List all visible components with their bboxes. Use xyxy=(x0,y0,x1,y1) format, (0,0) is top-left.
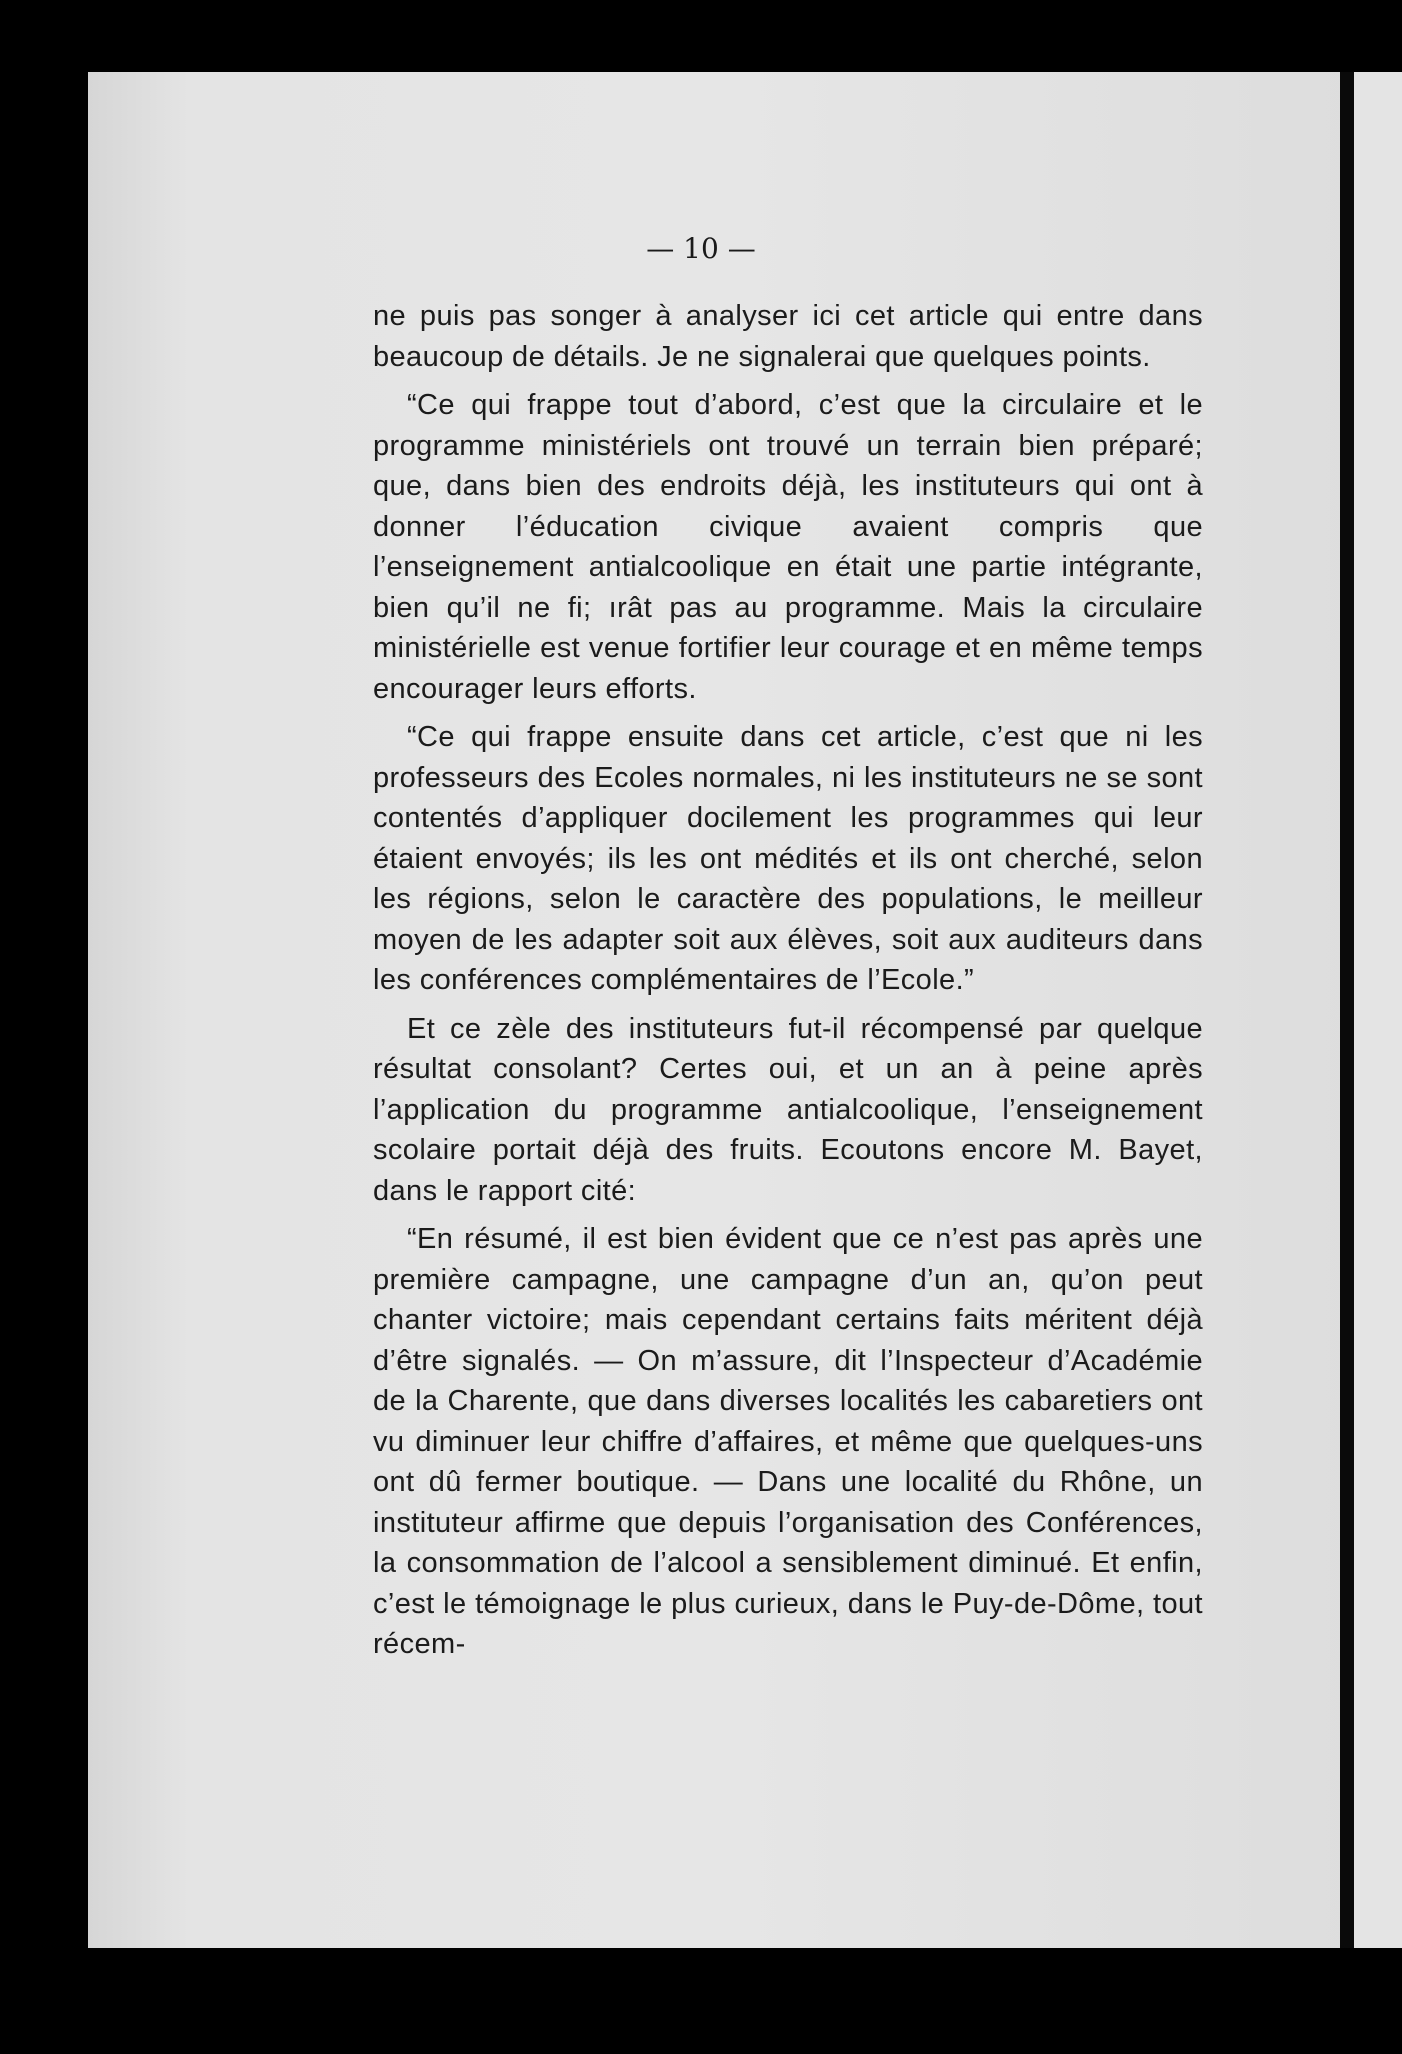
page-gutter-shadow xyxy=(1340,72,1354,1948)
paragraph: “Ce qui frappe ensuite dans cet article, c’est que ni les professeurs des Ecoles normales, ni les instituteurs ne se sont contentés d’appliquer docilement les programmes qui leur étaient envoyés; ils les ont médités et ils ont cherché, selon les régions, selon le caractère des populations, le meilleur moyen de les adapter soit aux élèves, soit aux auditeurs dans les conférences complémentaires de l’Ecole.” xyxy=(373,721,1203,996)
adjacent-page-edge xyxy=(1354,72,1402,1948)
scan-bottom-border xyxy=(88,1948,1360,2054)
body-text xyxy=(373,296,1203,1665)
paragraph: “Ce qui frappe tout d’abord, c’est que la circulaire et le programme ministériels ont trouvé un terrain bien préparé; que, dans bien des endroits déjà, les instituteurs qui ont à donner l’éducation civique avaient compris que l’enseignement antialcoolique en était une partie intégrante, bien qu’il ne fi; ırât pas au programme. Mais la circulaire ministérielle est venue fortifier leur courage et en même temps encourager leurs efforts. xyxy=(373,389,1203,705)
paragraph: “En résumé, il est bien évident que ce n’est pas après une première campagne, une campagne d’un an, qu’on peut chanter victoire; mais cependant certains faits méritent déjà d’être signalés. — On m’assure, dit l’Inspecteur d’Académie de la Charente, que dans diverses localités les cabaretiers ont vu diminuer leur chiffre d’affaires, et même que quelques-uns ont dû fermer boutique. — Dans une localité du Rhône, un instituteur affirme que depuis l’organisation des Conférences, la consommation de l’alcool a sensiblement diminué. Et enfin, c’est le témoignage le plus curieux, dans le Puy-de-Dôme, tout récem- xyxy=(373,1223,1203,1660)
paragraph: Et ce zèle des instituteurs fut-il récompensé par quelque résultat consolant? Certes oui, et un an à peine après l’application du programme antialcoolique, l’enseignement scolaire portait déjà des fruits. Ecoutons encore M. Bayet, dans le rapport cité: xyxy=(373,1012,1203,1207)
paragraph: ne puis pas songer à analyser ici cet article qui entre dans beaucoup de détails. Je ne signalerai que quelques points. xyxy=(373,300,1203,373)
page-number: — 10 — xyxy=(646,232,756,265)
